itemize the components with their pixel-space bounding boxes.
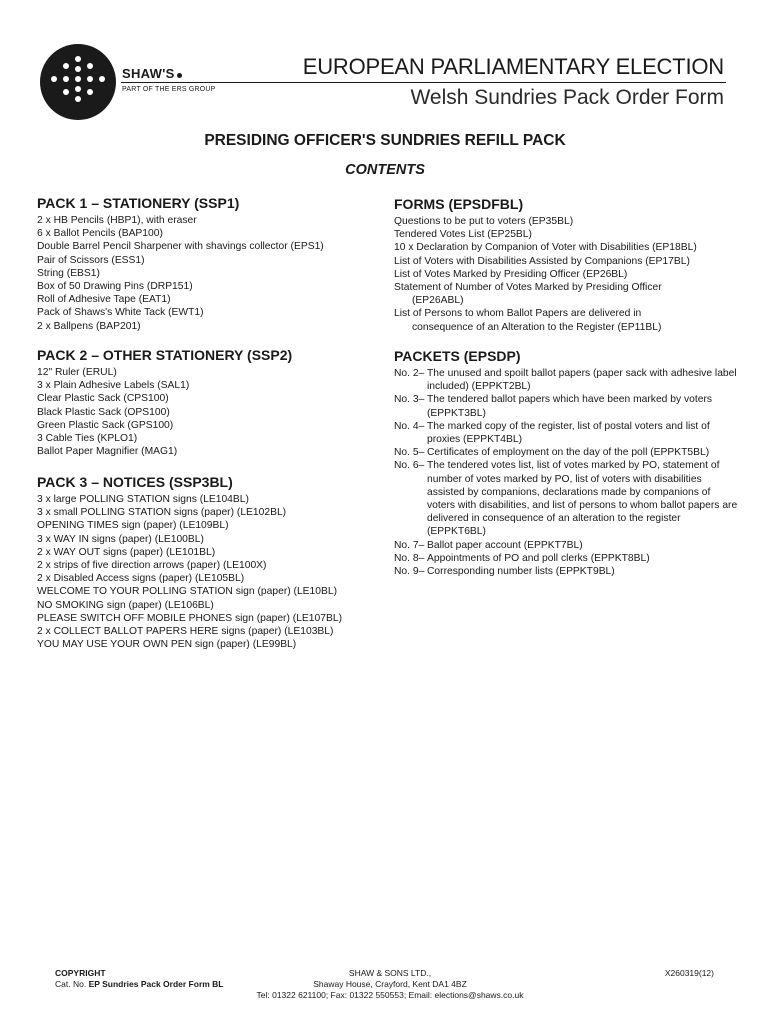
footer-left	[55, 968, 224, 990]
list-item: String (EBS1)	[37, 267, 100, 279]
list-item: 2 x Ballpens (BAP201)	[37, 320, 141, 332]
company-address: Shaway House, Crayford, Kent DA1 4BZ	[313, 979, 467, 989]
pack1-title: PACK 1 – STATIONERY (SSP1)	[37, 195, 240, 211]
logo-dot-icon	[75, 86, 81, 92]
packet-description: The tendered votes list, list of votes marked by PO, statement of number of votes marked by PO, list of voters with disabilities assisted by companions, declarations made by companions of voters with disabilities, and list of persons to whom ballot papers are delivered in consequence of an alteration to the register (EPPKT6BL)	[427, 460, 738, 538]
pack2-title: PACK 2 – OTHER STATIONERY (SSP2)	[37, 347, 293, 363]
packet-item	[394, 393, 739, 419]
form-code: X260319(12)	[664, 968, 714, 978]
packet-item	[394, 552, 739, 565]
list-item: Pack of Shaws's White Tack (EWT1)	[37, 307, 204, 319]
list-item: Black Plastic Sack (OPS100)	[37, 406, 170, 418]
list-item: List of Votes Marked by Presiding Officer (EP26BL)	[394, 268, 628, 280]
list-item: 3 x large POLLING STATION signs (LE104BL)	[37, 494, 249, 505]
pack3-list	[37, 493, 387, 651]
packets-title: PACKETS (EPSDP)	[394, 348, 521, 364]
list-item: 2 x Disabled Access signs (paper) (LE105BL)	[37, 573, 245, 585]
forms-title: FORMS (EPSDFBL)	[394, 196, 524, 212]
list-item: YOU MAY USE YOUR OWN PEN sign (paper) (LE99BL)	[37, 639, 297, 651]
list-item: Clear Plastic Sack (CPS100)	[37, 393, 169, 405]
logo-dot-icon	[87, 63, 93, 69]
pack3-section	[37, 473, 387, 651]
packet-description: Ballot paper account (EPPKT7BL)	[427, 539, 583, 551]
form-subtitle: Welsh Sundries Pack Order Form	[410, 86, 724, 109]
logo-dot-icon	[99, 76, 105, 82]
list-item: 3 Cable Ties (KPLO1)	[37, 433, 138, 445]
brand-tagline: PART OF THE ERS GROUP	[122, 86, 216, 93]
packet-description: The tendered ballot papers which have been marked by voters (EPPKT3BL)	[427, 394, 713, 419]
company-contact: Tel: 01322 621100; Fax: 01322 550553; Email: elections@shaws.co.uk	[256, 990, 524, 1000]
header-rule	[121, 82, 726, 83]
pack2-section	[37, 346, 387, 458]
logo-dot-icon	[87, 76, 93, 82]
packet-number: No. 7–	[394, 539, 425, 551]
packet-description: Appointments of PO and poll clerks (EPPKT8BL)	[427, 552, 650, 564]
list-item: PLEASE SWITCH OFF MOBILE PHONES sign (paper) (LE107BL)	[37, 612, 342, 624]
packet-number: No. 4–	[394, 420, 425, 432]
list-item: NO SMOKING sign (paper) (LE106BL)	[37, 599, 214, 611]
list-item-continuation: consequence of an Alteration to the Register (EP11BL)	[412, 321, 662, 333]
list-item: 6 x Ballot Pencils (BAP100)	[37, 228, 163, 240]
packet-number: No. 2–	[394, 368, 425, 379]
list-item: 3 x small POLLING STATION signs (paper) (LE102BL)	[37, 507, 287, 519]
packet-item	[394, 459, 739, 538]
logo-dot-icon	[75, 56, 81, 62]
packet-number: No. 5–	[394, 447, 425, 459]
packet-description: The unused and spoilt ballot papers (paper sack with adhesive label included) (EPPKT2BL)	[427, 368, 737, 393]
list-item: Roll of Adhesive Tape (EAT1)	[37, 294, 171, 306]
list-item: 2 x strips of five direction arrows (paper) (LE100X)	[37, 560, 267, 572]
packet-item	[394, 565, 739, 578]
packet-description: Certificates of employment on the day of the poll (EPPKT5BL)	[427, 447, 710, 459]
list-item: List of Voters with Disabilities Assisted by Companions (EP17BL)	[394, 255, 690, 267]
list-item: WELCOME TO YOUR POLLING STATION sign (paper) (LE10BL)	[37, 586, 338, 598]
pack1-section	[37, 194, 387, 333]
logo-dot-icon	[63, 63, 69, 69]
forms-section	[394, 195, 739, 334]
catalogue-number: Cat. No. EP Sundries Pack Order Form BL	[55, 979, 224, 989]
forms-list	[394, 215, 739, 281]
logo-dot-icon	[63, 89, 69, 95]
copyright-label: COPYRIGHT	[55, 968, 106, 978]
list-item: 3 x WAY IN signs (paper) (LE100BL)	[37, 533, 204, 545]
list-item: 2 x COLLECT BALLOT PAPERS HERE signs (paper) (LE103BL)	[37, 626, 334, 638]
logo-dot-icon	[75, 96, 81, 102]
packet-number: No. 3–	[394, 394, 425, 406]
footer-right	[665, 968, 714, 979]
logo-dot-icon	[87, 89, 93, 95]
packet-item	[394, 446, 739, 459]
logo-dot-icon	[75, 76, 81, 82]
page-heading: PRESIDING OFFICER'S SUNDRIES REFILL PACK	[204, 132, 566, 149]
list-item: Double Barrel Pencil Sharpener with shavings collector (EPS1)	[37, 241, 324, 253]
brand-bullet-icon	[177, 73, 182, 78]
footer-center	[230, 968, 550, 1001]
list-item: 10 x Declaration by Companion of Voter with Disabilities (EP18BL)	[394, 242, 697, 254]
list-item: 3 x Plain Adhesive Labels (SAL1)	[37, 380, 190, 392]
packet-number: No. 8–	[394, 552, 425, 564]
list-item: 12" Ruler (ERUL)	[37, 367, 117, 378]
list-item: 2 x WAY OUT signs (paper) (LE101BL)	[37, 546, 216, 558]
packet-number: No. 6–	[394, 460, 425, 472]
list-item: Statement of Number of Votes Marked by Presiding Officer	[394, 282, 662, 294]
packet-item	[394, 420, 739, 446]
list-item-continuation: (EP26ABL)	[412, 295, 464, 307]
list-item: Pair of Scissors (ESS1)	[37, 254, 145, 266]
pack1-list	[37, 214, 387, 333]
shaws-logo	[40, 44, 116, 120]
form-title: EUROPEAN PARLIAMENTARY ELECTION	[302, 54, 724, 79]
packet-description: The marked copy of the register, list of postal voters and list of proxies (EPPKT4BL)	[427, 420, 710, 446]
logo-dot-icon	[51, 76, 57, 82]
list-item: Questions to be put to voters (EP35BL)	[394, 216, 574, 227]
list-item: Green Plastic Sack (GPS100)	[37, 419, 174, 431]
packet-number: No. 9–	[394, 566, 425, 578]
forms-item-wrapped	[394, 281, 739, 334]
brand-name: SHAW'S	[122, 66, 182, 81]
pack3-title: PACK 3 – NOTICES (SSP3BL)	[37, 474, 233, 490]
contents-heading: CONTENTS	[345, 162, 425, 178]
company-name: SHAW & SONS LTD.,	[348, 968, 432, 978]
packets-section	[394, 347, 739, 578]
packet-description: Corresponding number lists (EPPKT9BL)	[427, 566, 615, 578]
packet-item	[394, 367, 739, 393]
list-item: List of Persons to whom Ballot Papers are delivered in	[394, 308, 642, 320]
packet-item	[394, 539, 739, 552]
list-item: Box of 50 Drawing Pins (DRP151)	[37, 281, 193, 293]
logo-dot-icon	[75, 66, 81, 72]
list-item: Ballot Paper Magnifier (MAG1)	[37, 446, 178, 458]
list-item: Tendered Votes List (EP25BL)	[394, 229, 532, 241]
list-item: OPENING TIMES sign (paper) (LE109BL)	[37, 520, 229, 532]
pack2-list	[37, 366, 387, 458]
list-item: 2 x HB Pencils (HBP1), with eraser	[37, 215, 197, 226]
packets-list	[394, 367, 739, 578]
logo-dot-icon	[63, 76, 69, 82]
